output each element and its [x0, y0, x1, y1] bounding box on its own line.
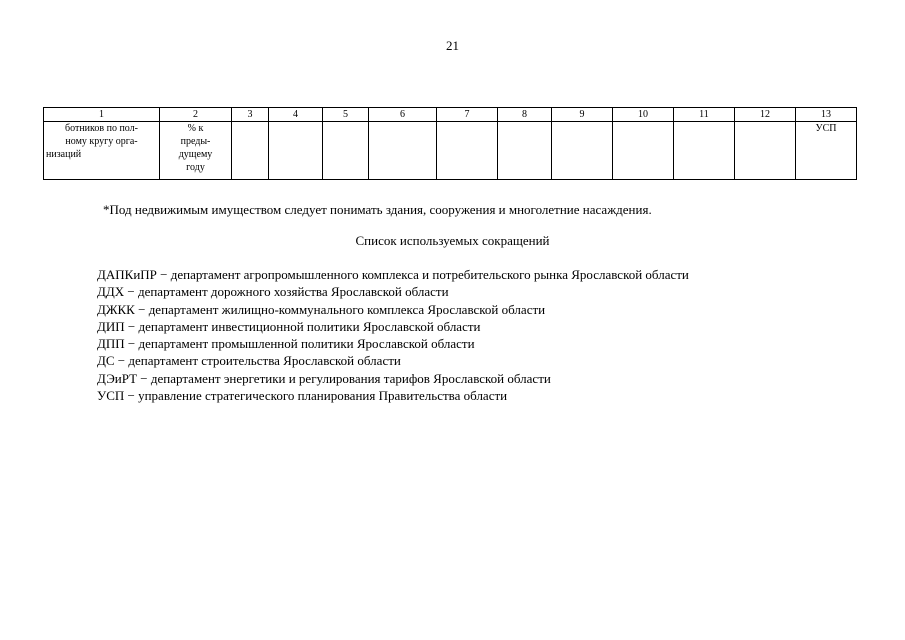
- table-cell: [498, 122, 552, 180]
- table-cell-col2: [160, 122, 232, 180]
- header-cell: 13: [796, 108, 857, 122]
- abbreviation-item: ДЭиРТ − департамент энергетики и регулирования тарифов Ярославской области: [97, 370, 551, 386]
- header-cell: 6: [369, 108, 437, 122]
- abbreviation-item: ДПП − департамент промышленной политики Ярославской области: [97, 336, 475, 352]
- table-cell: [437, 122, 498, 180]
- header-cell: 11: [674, 108, 735, 122]
- table-cell: [613, 122, 674, 180]
- cell-line: ному кругу орга-: [65, 136, 138, 147]
- abbreviation-item: УСП − управление стратегического планирования Правительства области: [97, 388, 508, 404]
- table-cell: [232, 122, 269, 180]
- table-cell: [674, 122, 735, 180]
- header-cell: 12: [735, 108, 796, 122]
- header-cell: 4: [269, 108, 323, 122]
- header-cell: 1: [44, 108, 160, 122]
- cell-line: ботников по пол-: [65, 123, 138, 134]
- page-number: 21: [446, 38, 459, 53]
- table-cell: [735, 122, 796, 180]
- abbreviations-title: Список используемых сокращений: [355, 233, 550, 248]
- table-cell: [369, 122, 437, 180]
- table-cell-col1: [44, 122, 160, 180]
- cell-line: дущему: [178, 149, 213, 160]
- cell-line: году: [186, 162, 205, 173]
- table-header-row: [44, 108, 857, 122]
- header-cell: 3: [232, 108, 269, 122]
- header-cell: 5: [323, 108, 369, 122]
- data-table: [43, 107, 857, 180]
- header-cell: 8: [498, 108, 552, 122]
- abbreviation-item: ДЖКК − департамент жилищно-коммунального комплекса Ярославской области: [97, 301, 546, 317]
- footnote: *Под недвижимым имуществом следует понимать здания, сооружения и многолетние насаждения.: [103, 202, 652, 217]
- abbreviation-item: ДДХ − департамент дорожного хозяйства Ярославской области: [97, 284, 449, 300]
- header-cell: 10: [613, 108, 674, 122]
- abbreviation-item: ДИП − департамент инвестиционной политики Ярославской области: [97, 318, 481, 334]
- table-row: [44, 122, 857, 180]
- header-cell: 7: [437, 108, 498, 122]
- header-cell: 9: [552, 108, 613, 122]
- abbreviations-list: [97, 266, 689, 404]
- table-cell: [552, 122, 613, 180]
- header-cell: 2: [160, 108, 232, 122]
- table-cell: [323, 122, 369, 180]
- table-cell: [269, 122, 323, 180]
- table-cell-col13: УСП: [796, 122, 857, 180]
- abbreviation-item: ДАПКиПР − департамент агропромышленного комплекса и потребительского рынка Ярославской области: [97, 267, 689, 282]
- cell-line: преды-: [180, 136, 211, 147]
- cell-line: низаций: [46, 149, 82, 160]
- abbreviation-item: ДС − департамент строительства Ярославской области: [97, 353, 401, 369]
- cell-line: % к: [187, 123, 204, 134]
